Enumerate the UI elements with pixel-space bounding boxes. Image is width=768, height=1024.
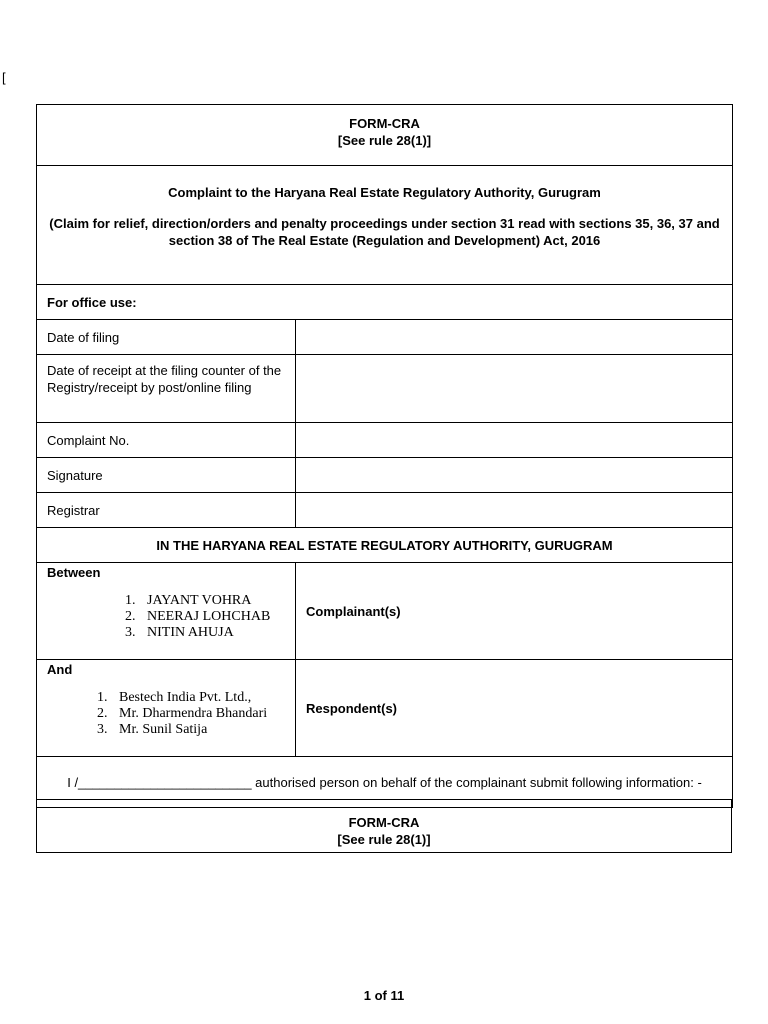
office-row-date-of-receipt bbox=[37, 355, 733, 423]
second-form-title: FORM-CRA bbox=[348, 815, 420, 830]
complaint-heading-row bbox=[37, 166, 733, 285]
office-row-label: Date of filing bbox=[37, 320, 296, 355]
office-row-value[interactable] bbox=[296, 493, 733, 528]
between-label: Between bbox=[47, 565, 101, 580]
authority-heading-row bbox=[37, 528, 733, 563]
list-item: 2. Mr. Dharmendra Bhandari bbox=[97, 706, 268, 721]
office-use-row bbox=[37, 285, 733, 320]
stray-bracket: [ bbox=[2, 70, 6, 85]
office-row-label: Signature bbox=[37, 458, 296, 493]
office-row-value[interactable] bbox=[296, 423, 733, 458]
respondents-cell bbox=[37, 660, 296, 757]
office-row-value[interactable] bbox=[296, 458, 733, 493]
list-item: 1. JAYANT VOHRA bbox=[125, 593, 252, 608]
office-use-label: For office use: bbox=[37, 285, 733, 320]
list-item: 3. Mr. Sunil Satija bbox=[97, 722, 208, 737]
claim-text: (Claim for relief, direction/orders and penalty proceedings under section 31 read with sections 35, 36, 37 and section 38 of The Real Estate (Regulation and Development) Act, 2016 bbox=[49, 216, 720, 248]
respondents-row bbox=[37, 660, 733, 757]
form-title: FORM-CRA bbox=[349, 116, 420, 131]
second-form-table bbox=[36, 799, 732, 853]
office-row-registrar bbox=[37, 493, 733, 528]
complainants-row bbox=[37, 563, 733, 660]
page-number: 1 of 11 bbox=[363, 988, 405, 1003]
respondent-list bbox=[97, 690, 285, 738]
list-item: 3. NITIN AHUJA bbox=[125, 625, 234, 640]
second-form-header-cell bbox=[37, 800, 732, 853]
list-item: 1. Bestech India Pvt. Ltd., bbox=[97, 690, 252, 705]
office-row-complaint-no bbox=[37, 423, 733, 458]
complainant-role: Complainant(s) bbox=[296, 563, 733, 660]
form-header-row bbox=[37, 105, 733, 166]
complaint-form-table bbox=[36, 104, 733, 808]
and-label: And bbox=[47, 662, 73, 677]
list-item: 2. NEERAJ LOHCHAB bbox=[125, 609, 271, 624]
office-row-date-of-filing bbox=[37, 320, 733, 355]
office-row-label: Complaint No. bbox=[37, 423, 296, 458]
form-rule: [See rule 28(1)] bbox=[337, 133, 432, 148]
second-form-rule: [See rule 28(1)] bbox=[337, 832, 431, 847]
complaint-heading: Complaint to the Haryana Real Estate Regulatory Authority, Gurugram bbox=[168, 185, 601, 200]
complaint-heading-cell bbox=[37, 166, 733, 285]
office-row-value[interactable] bbox=[296, 355, 733, 423]
respondent-role: Respondent(s) bbox=[296, 660, 733, 757]
office-row-signature bbox=[37, 458, 733, 493]
office-row-label: Date of receipt at the filing counter of the Registry/receipt by post/online filing bbox=[37, 355, 296, 423]
complainant-list bbox=[125, 593, 285, 641]
authority-heading: IN THE HARYANA REAL ESTATE REGULATORY AUTHORITY, GURUGRAM bbox=[37, 528, 733, 563]
form-header-cell bbox=[37, 105, 733, 166]
second-form-header-row bbox=[37, 800, 732, 853]
office-row-label: Registrar bbox=[37, 493, 296, 528]
declaration-text: I /________________________ authorised person on behalf of the complainant submit following information: - bbox=[37, 757, 733, 808]
complainants-cell bbox=[37, 563, 296, 660]
office-row-value[interactable] bbox=[296, 320, 733, 355]
